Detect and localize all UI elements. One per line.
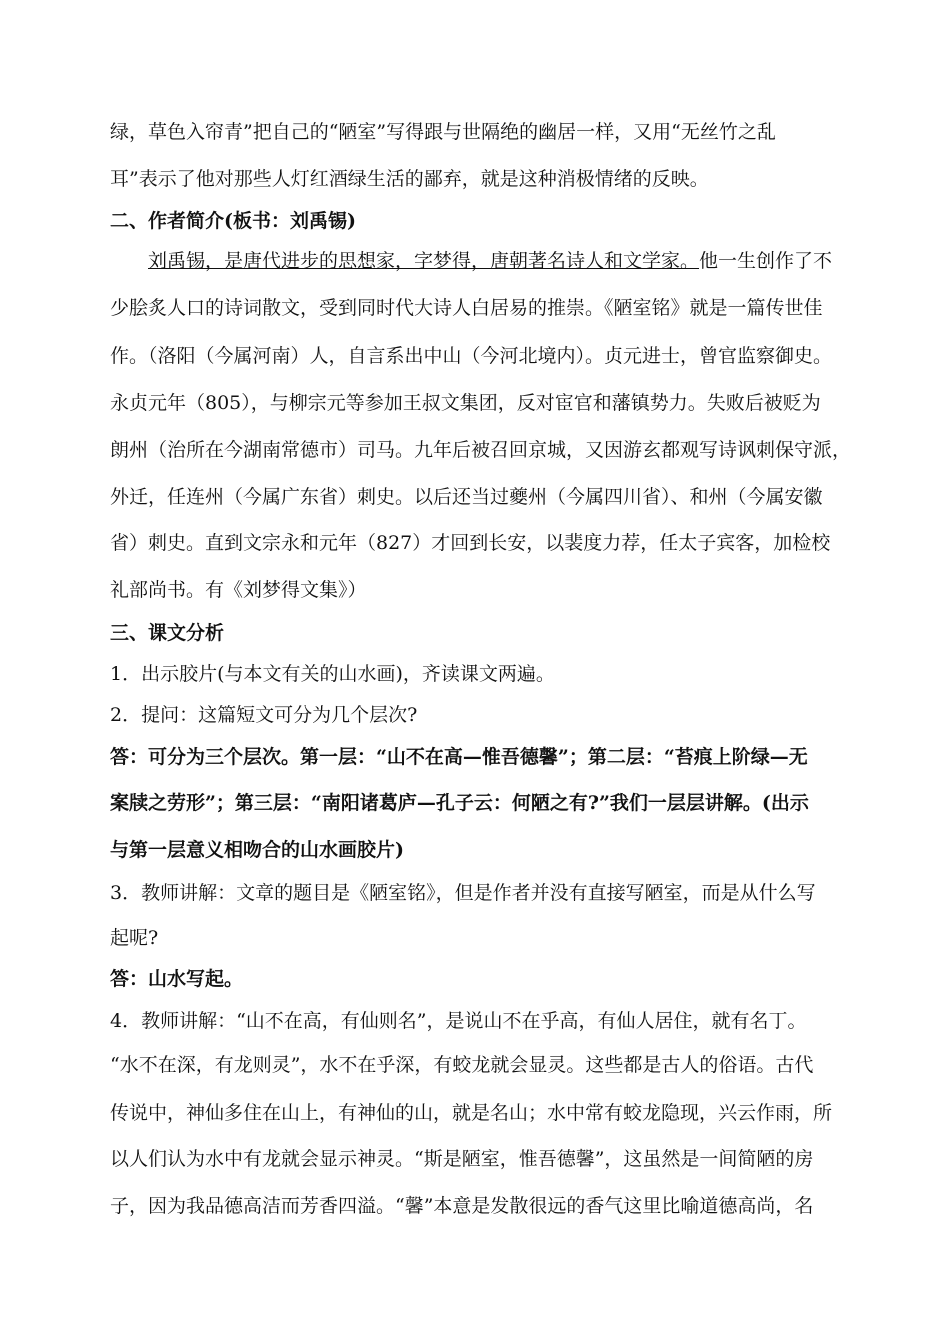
paragraph-line: 永贞元年（805），与柳宗元等参加王叔文集团，反对宦官和藩镇势力。失败后被贬为: [110, 392, 821, 414]
paragraph-line: 外迁，任连州（今属广东省）刺史。以后还当过夔州（今属四川省）、和州（今属安徽: [110, 486, 823, 508]
paragraph-line: 子，因为我品德高洁而芳香四溢。“馨”本意是发散很远的香气这里比喻道德高尚，名: [110, 1195, 814, 1217]
answer-line: 答：可分为三个层次。第一层：“山不在高—惟吾德馨”；第二层：“苔痕上阶绿—无: [110, 746, 808, 768]
text-span: 他一生创作了不: [699, 250, 833, 272]
answer-line: 答：山水写起。: [110, 968, 244, 990]
section-heading-analysis: 三、课文分析: [110, 622, 225, 644]
paragraph-line: 省）刺史。直到文宗永和元年（827）才回到长安，以裴度力荐，任太子宾客，加检校: [110, 532, 831, 554]
paragraph-line: 以人们认为水中有龙就会显示神灵。“斯是陋室，惟吾德馨”，这虽然是一间简陋的房: [110, 1148, 814, 1170]
paragraph-line: 少脍炙人口的诗词散文，受到同时代大诗人白居易的推崇。《陋室铭》就是一篇传世佳: [110, 297, 823, 319]
list-item: 3．教师讲解：文章的题目是《陋室铭》，但是作者并没有直接写陋室，而是从什么写: [110, 882, 816, 904]
list-item: 2．提问：这篇短文可分为几个层次?: [110, 704, 418, 726]
answer-line: 与第一层意义相吻合的山水画胶片): [110, 839, 404, 861]
answer-line: 案牍之劳形”；第三层：“南阳诸葛庐—孔子云：何陋之有?”我们一层层讲解。(出示: [110, 792, 809, 814]
list-item: 1．出示胶片(与本文有关的山水画)，齐读课文两遍。: [110, 663, 555, 685]
list-item: 4．教师讲解：“山不在高，有仙则名”，是说山不在乎高，有仙人居住，就有名丁。: [110, 1010, 807, 1032]
underlined-text: 刘禹锡，是唐代进步的思想家，字梦得，唐朝著名诗人和文学家。: [148, 250, 700, 272]
paragraph-line: “水不在深，有龙则灵”，水不在乎深，有蛟龙就会显灵。这些都是古人的俗语。古代: [110, 1054, 814, 1076]
paragraph-line: 绿，草色入帘青”把自己的“陋室”写得跟与世隔绝的幽居一样，又用“无丝竹之乱: [110, 121, 776, 143]
section-heading-author: 二、作者简介(板书：刘禹锡): [110, 210, 356, 232]
paragraph-line: 朗州（治所在今湖南常德市）司马。九年后被召回京城，又因游玄都观写诗讽刺保守派，: [110, 439, 852, 461]
paragraph-line: 耳”表示了他对那些人灯红酒绿生活的鄙弃，就是这种消极情绪的反映。: [110, 168, 709, 190]
paragraph-line: 作。（洛阳（今属河南）人，自言系出中山（今河北境内）。贞元进士，曾官监察御史。: [110, 345, 833, 367]
paragraph-line: [110, 248, 850, 274]
paragraph-line: 礼部尚书。有《刘梦得文集》）: [110, 579, 367, 601]
paragraph-line: 传说中，神仙多住在山上，有神仙的山，就是名山；水中常有蛟龙隐现，兴云作雨，所: [110, 1102, 833, 1124]
list-item: 起呢?: [110, 927, 159, 949]
